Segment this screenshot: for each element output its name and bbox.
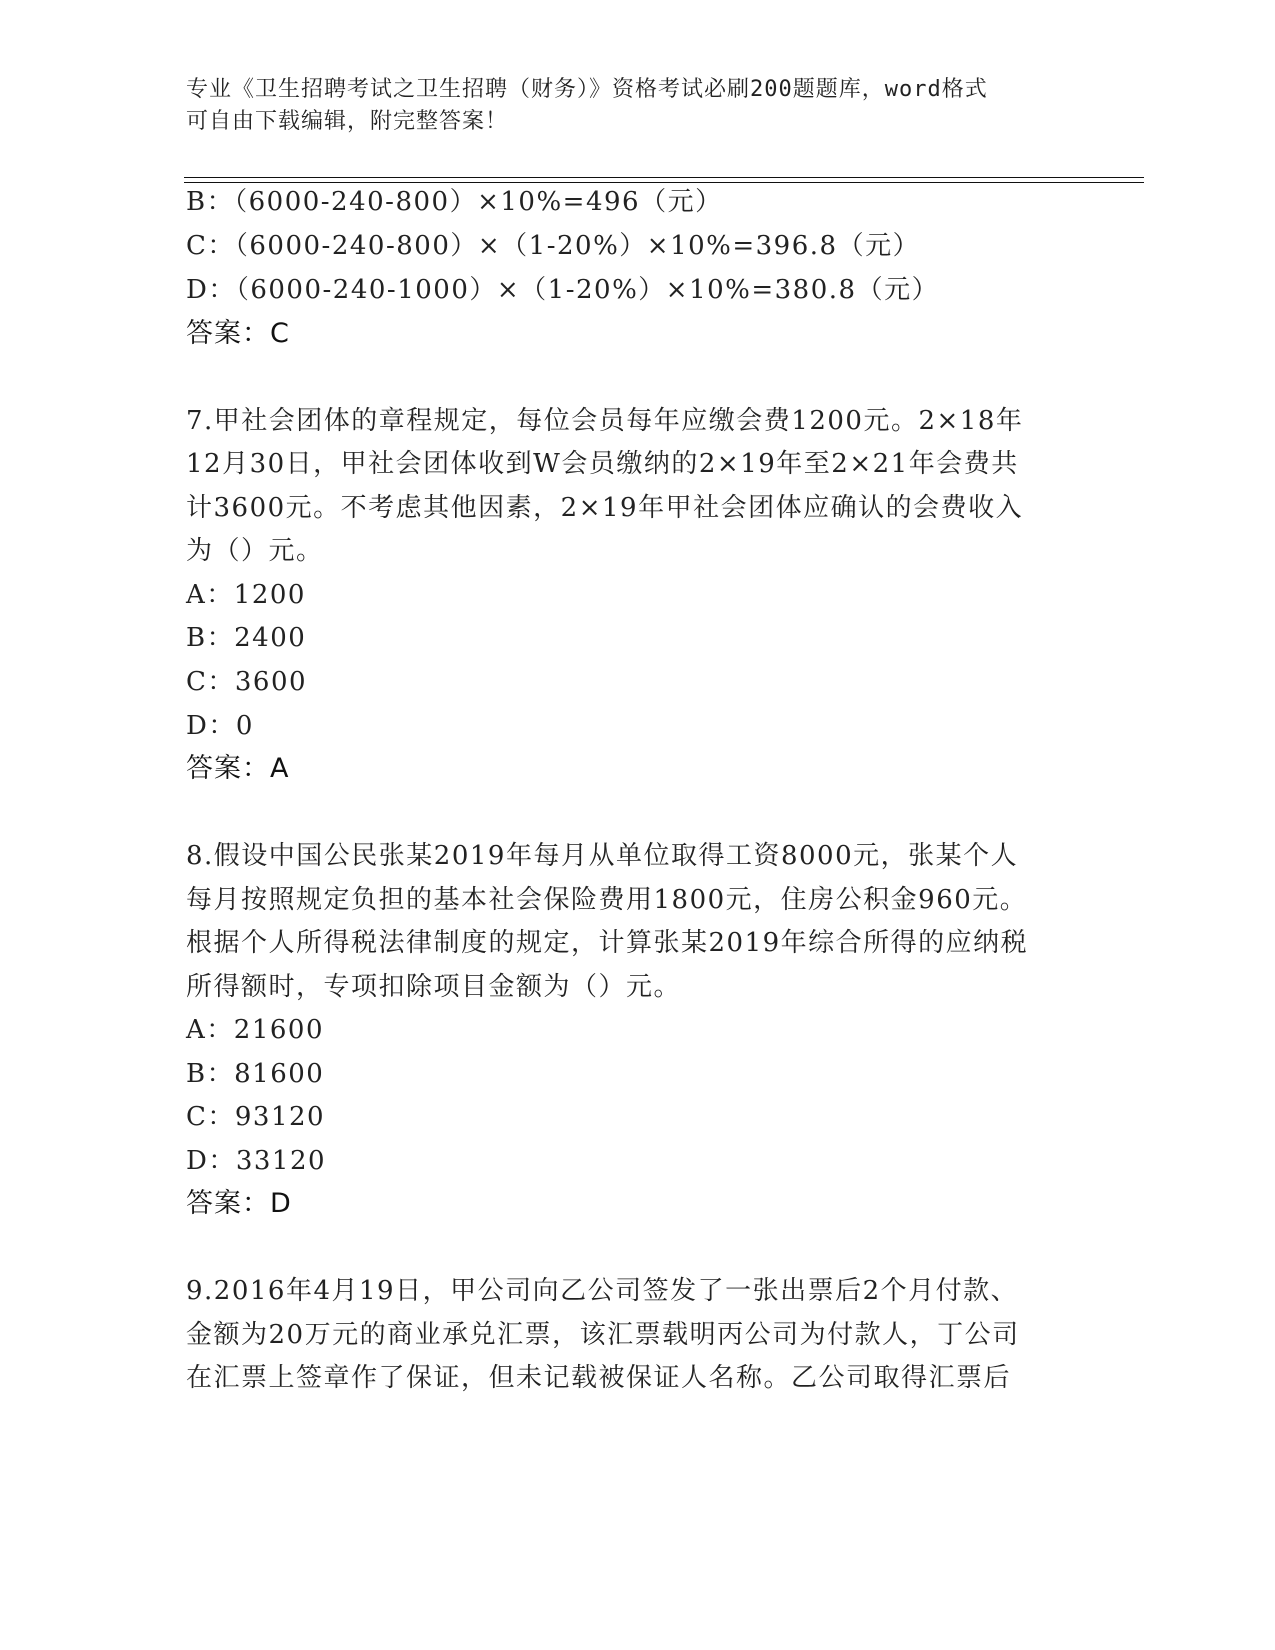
q7-stem-line-2: 12月30日，甲社会团体收到W会员缴纳的2×19年至2×21年会费共 [186, 449, 1019, 479]
q8-stem-line-3: 根据个人所得税法律制度的规定，计算张某2019年综合所得的应纳税 [186, 928, 1029, 958]
header-title-line-1: 专业《卫生招聘考试之卫生招聘（财务）》资格考试必刷200题题库，word格式 [186, 77, 988, 102]
q8-stem-line-4: 所得额时，专项扣除项目金额为（）元。 [186, 972, 682, 1002]
q7-option-a: A：1200 [186, 580, 306, 610]
q7-option-c: C：3600 [186, 667, 308, 697]
q8-option-a: A：21600 [186, 1015, 324, 1045]
q7-option-b: B：2400 [186, 623, 307, 653]
q8-stem-line-2: 每月按照规定负担的基本社会保险费用1800元，住房公积金960元。 [186, 885, 1028, 915]
q8-option-d: D：33120 [186, 1146, 327, 1176]
document-header [186, 74, 1066, 138]
q8-answer: 答案：D [186, 1188, 292, 1219]
q6-option-d: D：（6000-240-1000）×（1-20%）×10%=380.8（元） [186, 275, 940, 305]
q6-answer: 答案：C [186, 318, 290, 349]
header-divider-thick [184, 177, 1144, 178]
q7-option-d: D：0 [186, 711, 254, 741]
q7-stem-line-1: 7.甲社会团体的章程规定，每位会员每年应缴会费1200元。2×18年 [186, 406, 1024, 436]
q9-stem-line-1: 9.2016年4月19日，甲公司向乙公司签发了一张出票后2个月付款、 [186, 1276, 1019, 1306]
q8-stem-line-1: 8.假设中国公民张某2019年每月从单位取得工资8000元，张某个人 [186, 841, 1019, 871]
q9-stem-line-3: 在汇票上签章作了保证，但未记载被保证人名称。乙公司取得汇票后 [186, 1363, 1012, 1393]
header-divider-thin [184, 182, 1144, 183]
q8-option-b: B：81600 [186, 1059, 325, 1089]
q7-stem-line-3: 计3600元。不考虑其他因素，2×19年甲社会团体应确认的会费收入 [186, 493, 1024, 523]
q6-option-b: B：（6000-240-800）×10%=496（元） [186, 187, 723, 217]
q6-option-c: C：（6000-240-800）×（1-20%）×10%=396.8（元） [186, 231, 921, 261]
q7-answer: 答案：A [186, 753, 290, 784]
header-title-line-2: 可自由下载编辑，附完整答案！ [186, 109, 509, 134]
q8-option-c: C：93120 [186, 1102, 326, 1132]
q7-stem-line-4: 为（）元。 [186, 536, 324, 566]
q9-stem-line-2: 金额为20万元的商业承兑汇票，该汇票载明丙公司为付款人，丁公司 [186, 1320, 1020, 1350]
